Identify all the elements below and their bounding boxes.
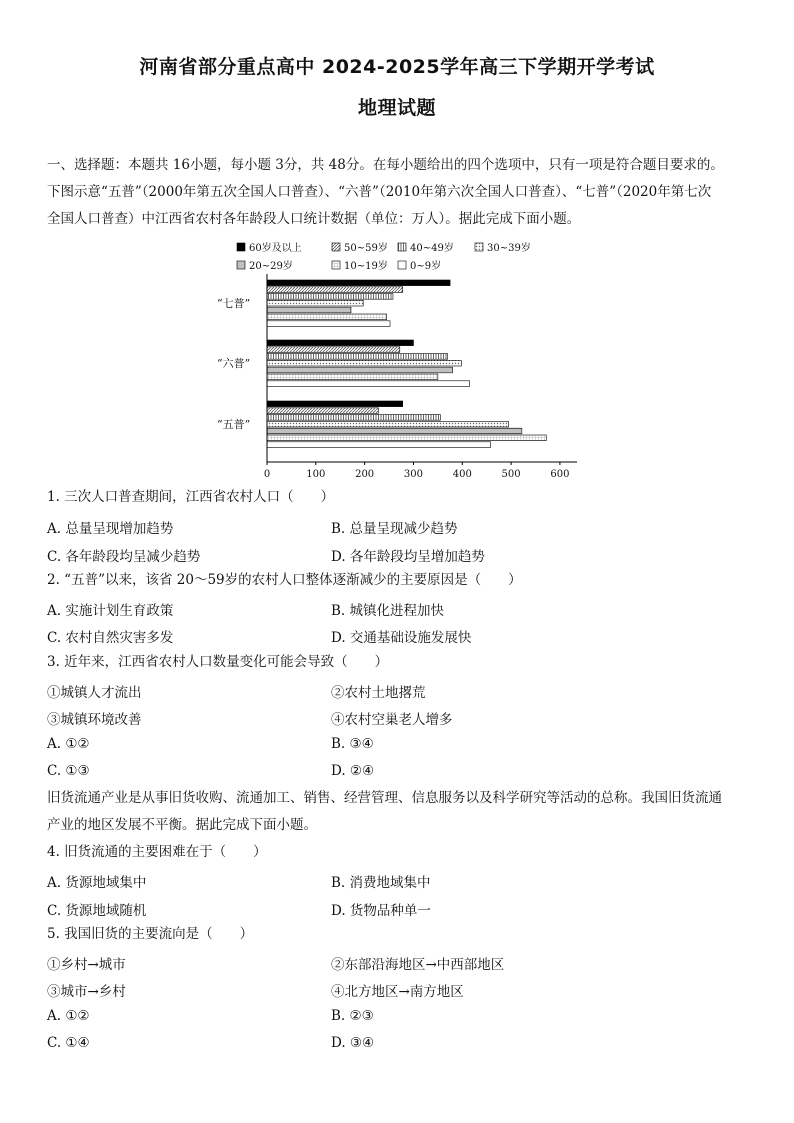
q5-option-c[interactable]: C. ①④ — [47, 1035, 90, 1051]
q3-option-b[interactable]: B. ③④ — [331, 736, 374, 752]
q4-option-c[interactable]: C. 货源地域随机 — [47, 903, 147, 919]
section2-intro-line-1: 旧货流通产业是从事旧货收购、流通加工、销售、经营管理、信息服务以及科学研究等活动的总称。我国旧货流通 — [47, 790, 722, 806]
q5-item-4: ④北方地区→南方地区 — [331, 984, 464, 1000]
q1-option-d[interactable]: D. 各年龄段均呈增加趋势 — [331, 549, 485, 565]
legend-swatch-1 — [332, 243, 340, 251]
q3-option-a[interactable]: A. ①② — [47, 736, 90, 752]
section1-intro-line-1: 一、选择题：本题共 16小题，每小题 3分，共 48分。在每小题给出的四个选项中，只有一项是符合题目要求的。 — [47, 157, 724, 173]
q3-item-2: ②农村土地撂荒 — [331, 685, 426, 701]
q3-option-c[interactable]: C. ①③ — [47, 763, 90, 779]
q5-option-a[interactable]: A. ①② — [47, 1008, 90, 1024]
x-tick-label-4: 400 — [452, 469, 472, 480]
section1-intro-line-2: 下图示意“五普”（2000年第五次全国人口普查）、“六普”（2010年第六次全国人口普查）、“七普”（2020年第七次 — [47, 184, 712, 200]
legend-swatch-5 — [332, 261, 340, 269]
q1-stem: 1. 三次人口普查期间，江西省农村人口（ ） — [47, 489, 335, 505]
bar-0-0 — [267, 280, 450, 286]
q3-option-d[interactable]: D. ②④ — [331, 763, 375, 779]
x-tick-label-6: 600 — [550, 469, 570, 480]
category-label-2: “五普” — [217, 417, 251, 431]
legend-swatch-0 — [237, 243, 245, 251]
bar-2-1 — [267, 408, 378, 414]
section1-intro-line-3: 全国人口普查）中江西省农村各年龄段人口统计数据（单位：万人）。据此完成下面小题。 — [47, 211, 581, 227]
bar-0-1 — [267, 287, 403, 293]
bar-2-0 — [267, 401, 403, 407]
q4-option-d[interactable]: D. 货物品种单一 — [331, 903, 431, 919]
q4-option-a[interactable]: A. 货源地域集中 — [47, 875, 147, 891]
q3-item-1: ①城镇人才流出 — [47, 685, 142, 701]
exam-subtitle: 地理试题 — [357, 97, 436, 119]
q1-option-b[interactable]: B. 总量呈现减少趋势 — [331, 521, 458, 537]
legend-swatch-3 — [475, 243, 483, 251]
legend-swatch-4 — [237, 261, 245, 269]
q3-item-3: ③城镇环境改善 — [47, 712, 142, 728]
x-tick-label-2: 200 — [355, 469, 375, 480]
bar-1-4 — [267, 367, 453, 373]
q5-item-1: ①乡村→城市 — [47, 957, 126, 973]
legend-label-2: 40~49岁 — [410, 243, 454, 254]
q4-option-b[interactable]: B. 消费地域集中 — [331, 875, 431, 891]
legend-label-4: 20~29岁 — [249, 261, 293, 272]
q2-stem: 2. “五普”以来，该省 20～59岁的农村人口整体逐渐减少的主要原因是（ ） — [47, 572, 522, 588]
bar-2-3 — [267, 421, 509, 427]
bar-2-6 — [267, 442, 491, 448]
x-tick-label-5: 500 — [501, 469, 521, 480]
legend-swatch-6 — [398, 261, 406, 269]
bar-0-4 — [267, 307, 351, 313]
bar-1-5 — [267, 374, 438, 380]
category-label-1: “六普” — [217, 356, 251, 370]
legend-label-5: 10~19岁 — [344, 261, 388, 272]
legend-label-6: 0~9岁 — [410, 261, 442, 272]
q5-item-2: ②东部沿海地区→中西部地区 — [331, 957, 505, 973]
category-label-0: “七普” — [217, 296, 251, 310]
q3-item-4: ④农村空巢老人增多 — [331, 712, 453, 728]
x-tick-label-1: 100 — [306, 469, 326, 480]
bar-0-5 — [267, 314, 387, 320]
q3-stem: 3. 近年来，江西省农村人口数量变化可能会导致（ ） — [47, 654, 389, 670]
chart-plot — [217, 274, 577, 480]
bar-1-3 — [267, 360, 461, 366]
bar-2-5 — [267, 435, 546, 441]
x-tick-label-3: 300 — [403, 469, 424, 480]
exam-title: 河南省部分重点高中 2024-2025学年高三下学期开学考试 — [139, 56, 655, 78]
q2-option-d[interactable]: D. 交通基础设施发展快 — [331, 630, 472, 646]
q1-option-a[interactable]: A. 总量呈现增加趋势 — [47, 521, 174, 537]
chart-legend — [237, 241, 531, 272]
bar-0-6 — [267, 321, 390, 327]
bar-2-4 — [267, 428, 522, 434]
q1-option-c[interactable]: C. 各年龄段均呈减少趋势 — [47, 549, 201, 565]
q2-option-a[interactable]: A. 实施计划生育政策 — [47, 603, 174, 619]
bar-0-2 — [267, 294, 393, 300]
q5-option-b[interactable]: B. ②③ — [331, 1008, 374, 1024]
q5-stem: 5. 我国旧货的主要流向是（ ） — [47, 926, 254, 942]
bar-1-2 — [267, 354, 448, 360]
q2-option-b[interactable]: B. 城镇化进程加快 — [331, 603, 445, 619]
legend-swatch-2 — [398, 243, 406, 251]
section2-intro-line-2: 产业的地区发展不平衡。据此完成下面小题。 — [47, 817, 317, 833]
bar-1-6 — [267, 381, 470, 387]
bar-0-3 — [267, 300, 363, 306]
legend-label-1: 50~59岁 — [344, 243, 388, 254]
legend-label-3: 30~39岁 — [487, 243, 531, 254]
bar-2-2 — [267, 415, 440, 421]
q5-item-3: ③城市→乡村 — [47, 984, 126, 1000]
x-tick-label-0: 0 — [263, 469, 271, 480]
population-bar-chart — [205, 236, 605, 482]
bar-1-0 — [267, 340, 413, 346]
q5-option-d[interactable]: D. ③④ — [331, 1035, 375, 1051]
bar-1-1 — [267, 347, 400, 353]
q2-option-c[interactable]: C. 农村自然灾害多发 — [47, 630, 174, 646]
legend-label-0: 60岁及以上 — [249, 243, 302, 254]
q4-stem: 4. 旧货流通的主要困难在于（ ） — [47, 844, 267, 860]
